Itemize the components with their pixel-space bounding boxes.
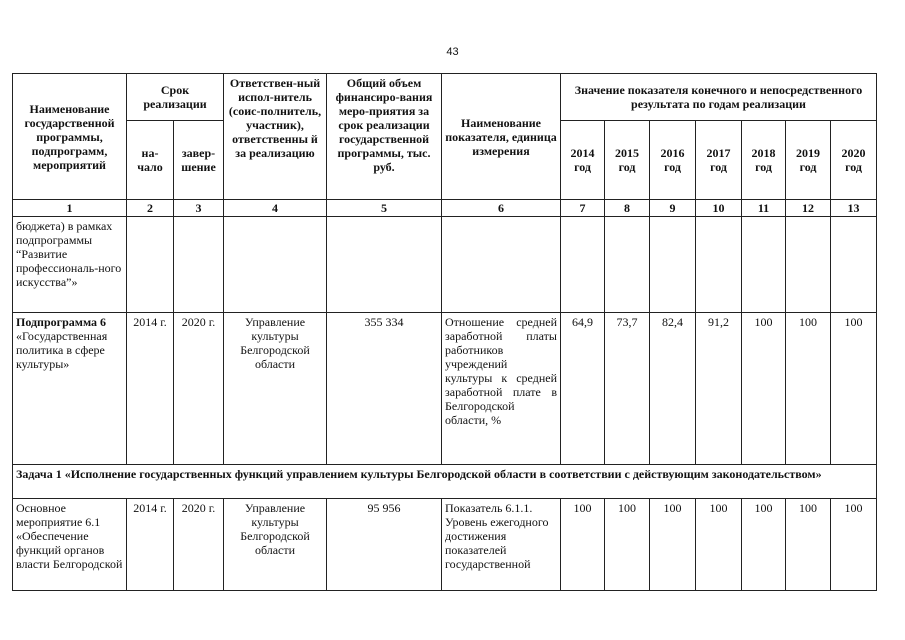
header-values-title: Значение показателя конечного и непосредственного результата по годам реализации	[561, 74, 877, 121]
header-year: 2018 год	[742, 121, 786, 200]
task-heading: Задача 1 «Исполнение государственных функций управлением культуры Белгородской области в соответствии с действующим законодательством»	[13, 465, 877, 499]
value-2015	[605, 217, 650, 313]
table-row	[13, 313, 877, 465]
header-year: 2016 год	[650, 121, 696, 200]
funding: 355 334	[327, 313, 442, 465]
page-number: 43	[446, 46, 459, 58]
header-term-start: на-чало	[127, 121, 174, 200]
value-2014: 100	[561, 499, 605, 591]
program-table	[12, 73, 877, 591]
value-2018: 100	[742, 313, 786, 465]
column-number: 6	[442, 200, 561, 217]
subprogram-title: Подпрограмма 6	[16, 315, 107, 329]
column-number: 1	[13, 200, 127, 217]
column-number: 5	[327, 200, 442, 217]
subprogram-description: «Государственная политика в сфере культуры»	[16, 329, 108, 371]
value-2017: 91,2	[696, 313, 742, 465]
header-funding: Общий объем финансиро-вания меро-приятия за срок реализации государственной программы, тыс. руб.	[327, 74, 442, 200]
value-2020: 100	[831, 313, 877, 465]
column-number: 8	[605, 200, 650, 217]
column-number: 13	[831, 200, 877, 217]
value-2019	[786, 217, 831, 313]
start-year: 2014 г.	[127, 313, 174, 465]
subprogram-name	[13, 313, 127, 465]
indicator	[442, 217, 561, 313]
value-2020: 100	[831, 499, 877, 591]
funding: 95 956	[327, 499, 442, 591]
activity-name: Основное мероприятие 6.1 «Обеспечение функций органов власти Белгородской	[13, 499, 127, 591]
responsible	[224, 217, 327, 313]
responsible: Управление культуры Белгородской области	[224, 499, 327, 591]
header-year: 2015 год	[605, 121, 650, 200]
header-year: 2014 год	[561, 121, 605, 200]
column-number: 9	[650, 200, 696, 217]
column-number: 4	[224, 200, 327, 217]
start-year: 2014 г.	[127, 499, 174, 591]
start-year	[127, 217, 174, 313]
header-term: Срок реализации	[127, 74, 224, 121]
column-number: 2	[127, 200, 174, 217]
column-number: 12	[786, 200, 831, 217]
value-2019: 100	[786, 499, 831, 591]
value-2018: 100	[742, 499, 786, 591]
header-name: Наименование государственной программы, подпрограмм, мероприятий	[13, 74, 127, 200]
end-year: 2020 г.	[174, 313, 224, 465]
column-number: 10	[696, 200, 742, 217]
column-number: 11	[742, 200, 786, 217]
value-2016: 82,4	[650, 313, 696, 465]
header-indicator: Наименование показателя, единица измерения	[442, 74, 561, 200]
header-year: 2019 год	[786, 121, 831, 200]
value-2018	[742, 217, 786, 313]
funding	[327, 217, 442, 313]
end-year: 2020 г.	[174, 499, 224, 591]
responsible: Управление культуры Белгородской области	[224, 313, 327, 465]
value-2016: 100	[650, 499, 696, 591]
value-2014: 64,9	[561, 313, 605, 465]
header-term-end: завер-шение	[174, 121, 224, 200]
table-row	[13, 499, 877, 591]
column-number: 3	[174, 200, 224, 217]
indicator: Отношение средней заработной платы работников учреждений культуры к средней заработной плате в Белгородской области, %	[442, 313, 561, 465]
value-2015: 73,7	[605, 313, 650, 465]
value-2017: 100	[696, 499, 742, 591]
header-year: 2020 год	[831, 121, 877, 200]
value-2014	[561, 217, 605, 313]
value-2020	[831, 217, 877, 313]
value-2019: 100	[786, 313, 831, 465]
value-2015: 100	[605, 499, 650, 591]
end-year	[174, 217, 224, 313]
header-year: 2017 год	[696, 121, 742, 200]
table-row	[13, 217, 877, 313]
header-responsible: Ответствен-ный испол-нитель (соис-полнитель, участник), ответственны й за реализацию	[224, 74, 327, 200]
value-2017	[696, 217, 742, 313]
program-name: бюджета) в рамках подпрограммы “Развитие профессиональ-ного искусства”»	[13, 217, 127, 313]
value-2016	[650, 217, 696, 313]
column-number: 7	[561, 200, 605, 217]
indicator: Показатель 6.1.1. Уровень ежегодного достижения показателей государственной	[442, 499, 561, 591]
